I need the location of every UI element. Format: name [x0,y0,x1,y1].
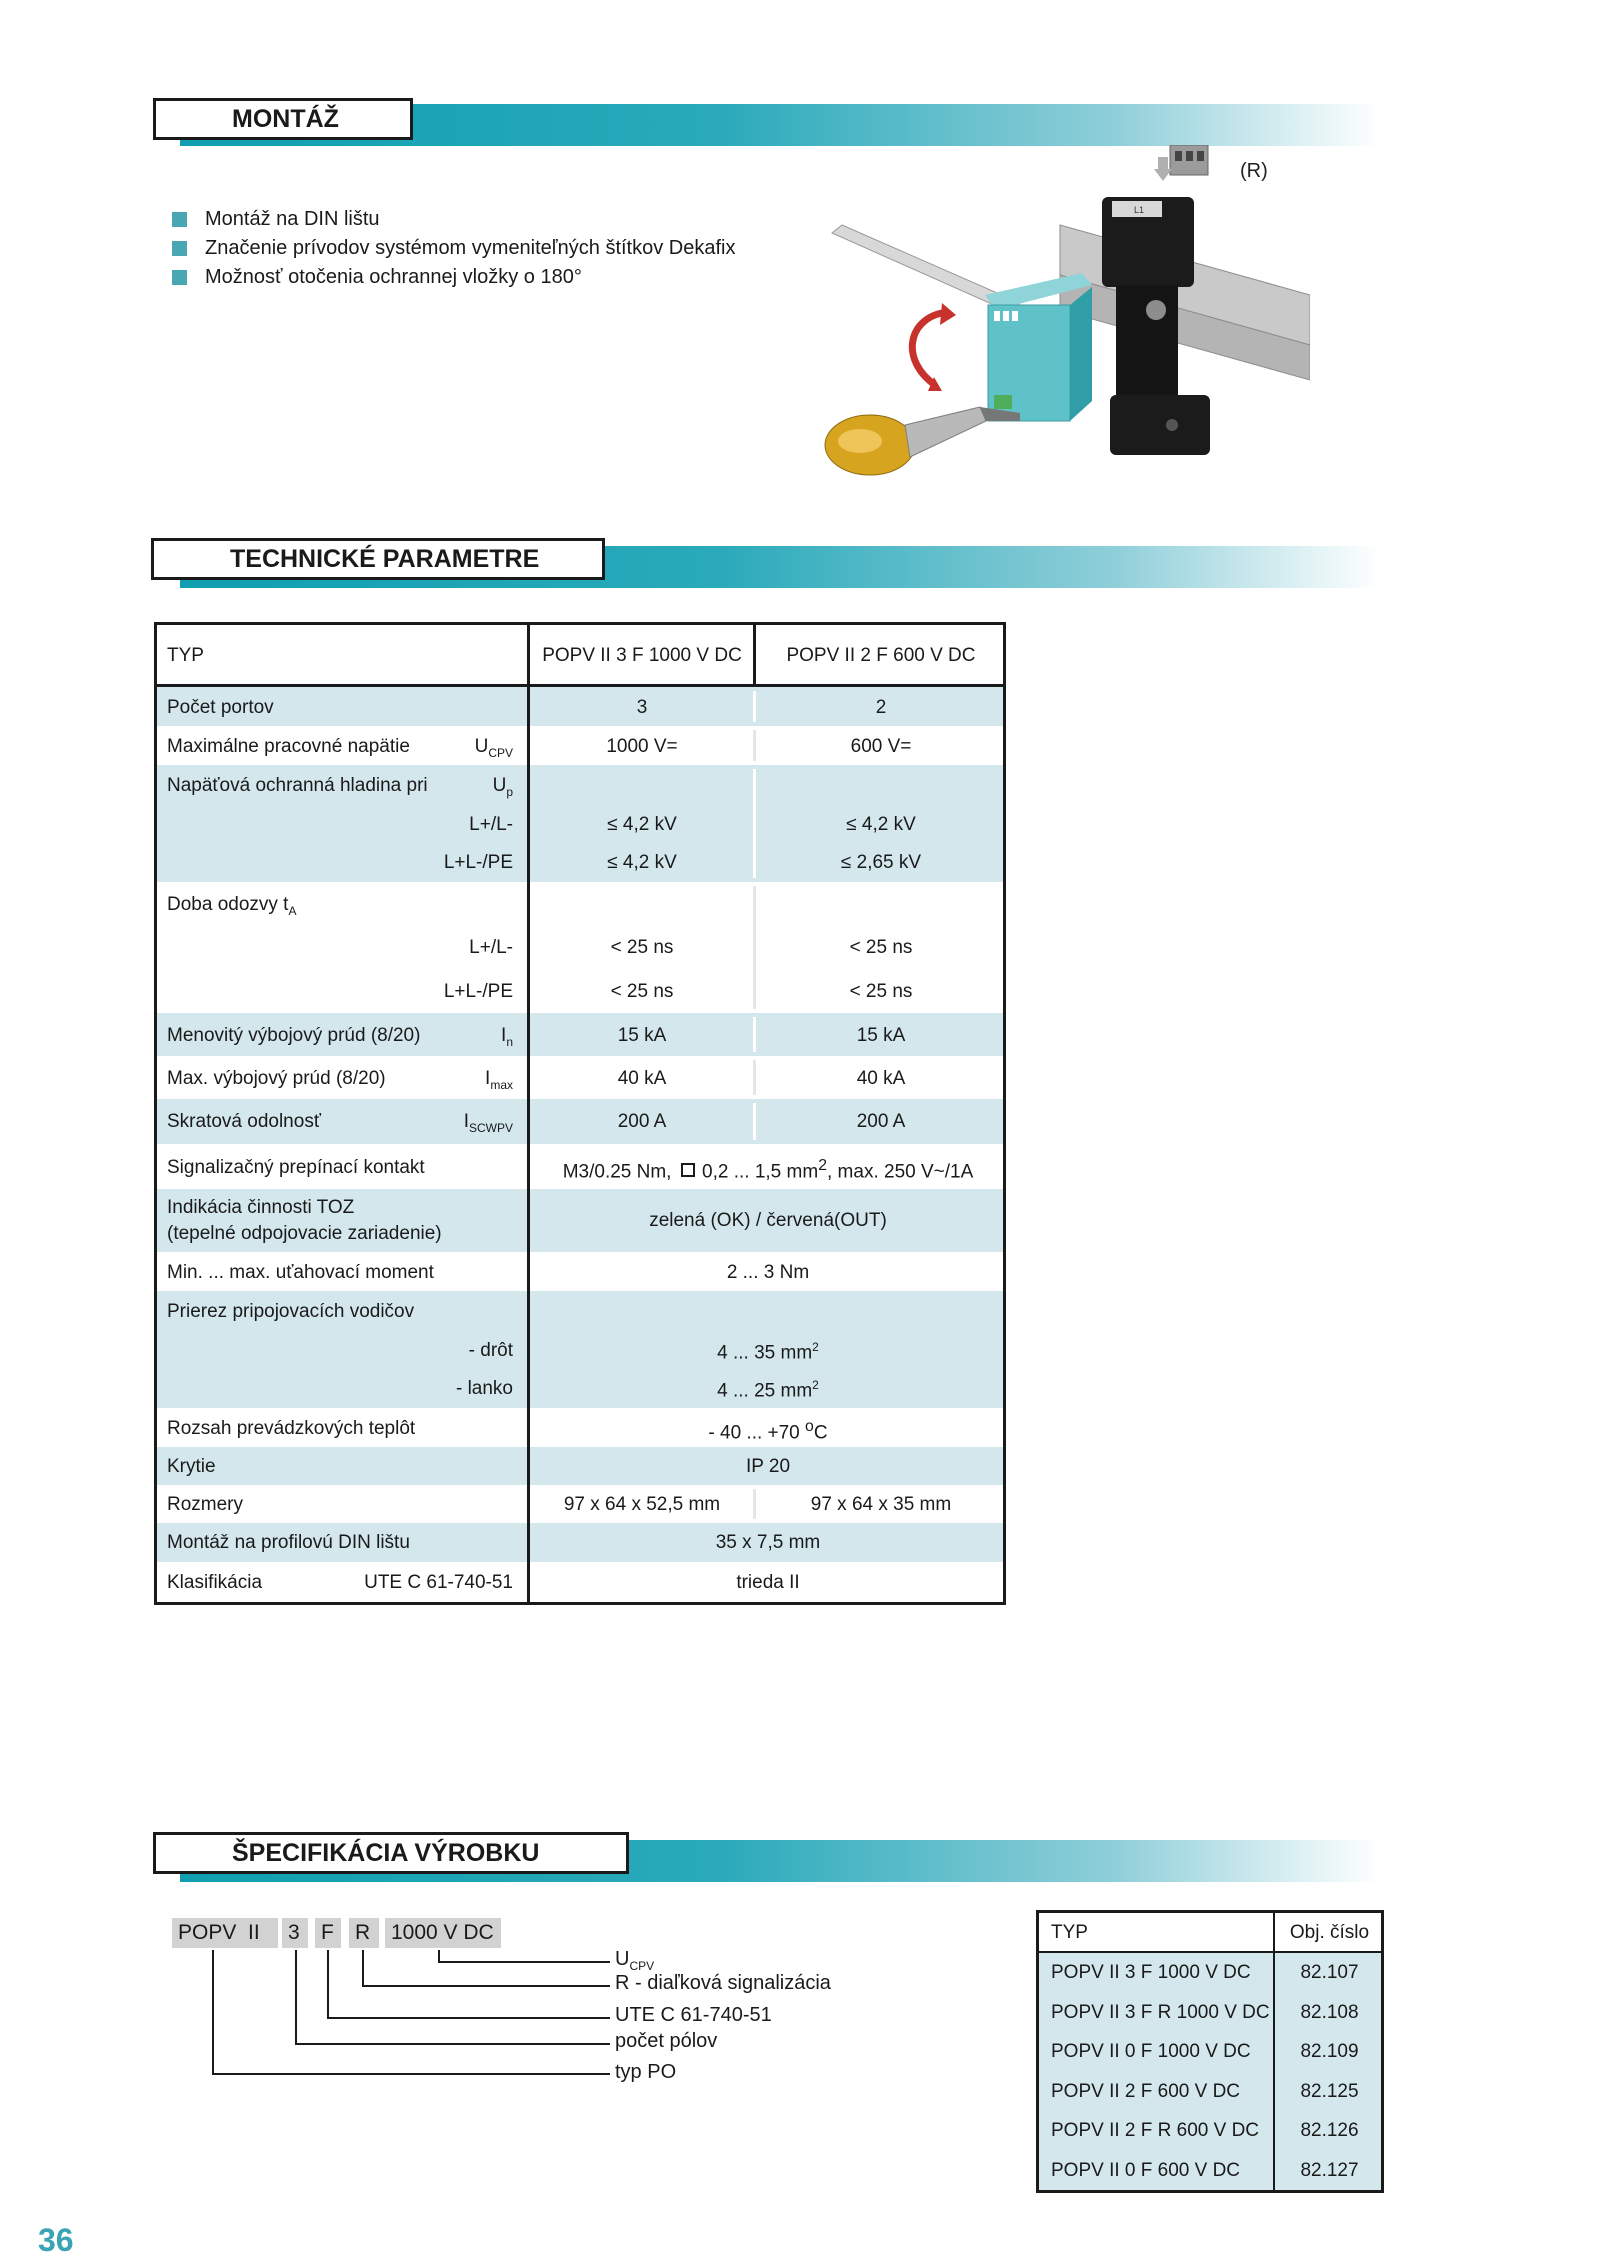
table-row: Menovitý výbojový prúd (8/20) $I_n$ 15 kA 15 kA [157,1013,1003,1056]
list-item: Montáž na DIN lištu [172,205,735,234]
montaz-bullet-list [172,205,735,292]
svg-text:(R): (R) [1240,160,1268,182]
table-row: POPV II 2 F R 600 V DC 82.126 [1039,2111,1381,2151]
legend-remote: R - diaľková signalizácia [615,1972,831,1994]
table-row: Max. výbojový prúd (8/20) $I_{max}$ 40 kA 40 kA [157,1056,1003,1099]
code-part-voltage: 1000 V DC [385,1918,501,1948]
table-row: Doba odozvy $t_A$ L+/L- < 25 ns < 25 ns L+L-/PE < 25 ns < 25 ns [157,882,1003,1013]
table-row: Rozsah prevádzkových teplôt - 40 ... +70 $^o$C [157,1408,1003,1447]
connector-line [327,1950,329,2018]
square-terminal-icon [681,1163,695,1177]
table-row: Počet portov 3 2 [157,687,1003,726]
section-title-tech: TECHNICKÉ PARAMETRE [151,538,605,580]
code-part-poles: 3 [282,1918,308,1948]
code-part-type: POPV II [172,1918,278,1948]
page-number: 36 [38,2222,74,2258]
square-bullet-icon [172,241,187,256]
table-row: Signalizačný prepínací kontakt M3/0.25 Nm, 0,2 ... 1,5 $mm^2$, max. 250 V~/1A [157,1144,1003,1189]
connector-line [362,1950,364,1986]
table-row: POPV II 3 F R 1000 V DC 82.108 [1039,1993,1381,2033]
table-row: POPV II 2 F 600 V DC 82.125 [1039,2072,1381,2112]
connector-line [327,2017,610,2019]
table-row: Krytie IP 20 [157,1447,1003,1485]
connector-line [362,1985,610,1987]
square-bullet-icon [172,270,187,285]
legend-poles: počet pólov [615,2030,718,2052]
table-row: Skratová odolnosť $I_{SCWPV}$ 200 A 200 A [157,1099,1003,1144]
table-row: Min. ... max. uťahovací moment 2 ... 3 Nm [157,1252,1003,1291]
square-bullet-icon [172,212,187,227]
table-header-row: TYP POPV II 3 F 1000 V DC POPV II 2 F 600 V DC [157,625,1003,687]
connector-line [295,1950,297,2044]
table-row: POPV II 0 F 600 V DC 82.127 [1039,2151,1381,2191]
order-table [1036,1910,1384,2193]
table-row: Napäťová ochranná hladina pri $U_p$ L+/L- ≤ 4,2 kV ≤ 4,2 kV L+L-/PE ≤ 4,2 kV ≤ 2,65 kV [157,765,1003,882]
table-row: Maximálne pracovné napätie $U_{CPV}$ 1000 V= 600 V= [157,726,1003,765]
legend-type: typ PO [615,2061,677,2083]
table-row: Rozmery 97 x 64 x 52,5 mm 97 x 64 x 35 mm [157,1485,1003,1523]
connector-line [212,2073,610,2075]
table-header-row: TYP Obj. číslo [1039,1913,1381,1953]
connector-line [438,1961,610,1963]
tech-parameters-table [154,622,1006,1605]
legend-ute: UTE C 61-740-51 [615,2004,772,2026]
table-row: Klasifikácia UTE C 61-740-51 trieda II [157,1562,1003,1602]
table-row: POPV II 3 F 1000 V DC 82.107 [1039,1953,1381,1993]
table-row: Montáž na profilovú DIN lištu 35 x 7,5 mm [157,1523,1003,1562]
connector-line [212,1950,214,2074]
connector-line [295,2043,610,2045]
table-row: POPV II 0 F 1000 V DC 82.109 [1039,2032,1381,2072]
section-title-spec: ŠPECIFIKÁCIA VÝROBKU [153,1832,629,1874]
mounting-illustration [820,145,1310,485]
list-item: Značenie prívodov systémom vymeniteľných štítkov Dekafix [172,234,735,263]
svg-text:L1: L1 [1134,205,1145,215]
table-row: Prierez pripojovacích vodičov - drôt 4 ... 35 $mm^2$ - lanko 4 ... 25 $mm^2$ [157,1291,1003,1408]
legend-ucpv: $U_{CPV}$ [615,1948,655,1973]
table-row: Indikácia činnosti TOZ (tepelné odpojovacie zariadenie) zelená (OK) / červená(OUT) [157,1189,1003,1252]
list-item: Možnosť otočenia ochrannej vložky o 180° [172,263,735,292]
section-title-montaz: MONTÁŽ [153,98,413,140]
code-part-class: F [315,1918,341,1948]
code-part-remote: R [349,1918,379,1948]
